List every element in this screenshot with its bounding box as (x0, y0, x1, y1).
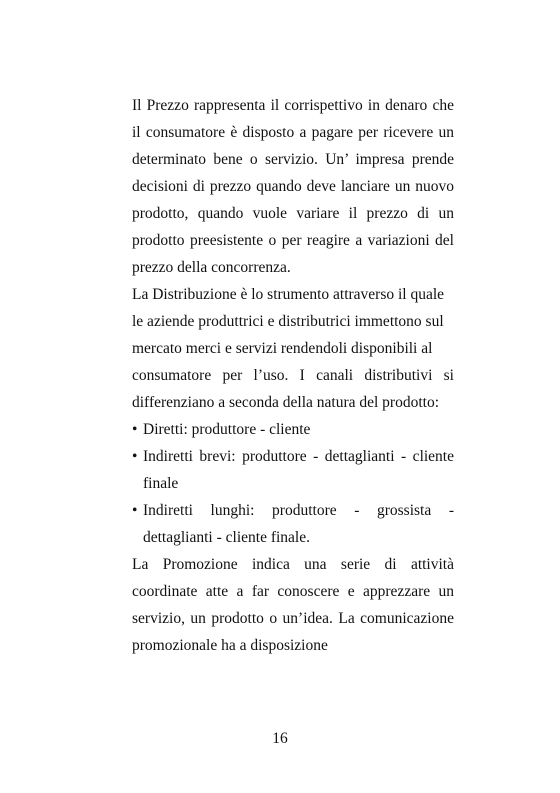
paragraph-promozione: La Promozione indica una serie di attività coordinate atte a far conoscere e apprezzare un servizio, un prodotto o un’idea. La comunicazione promozionale ha a disposizione (132, 556, 454, 654)
distribution-channels-list (132, 416, 454, 551)
page-number: 16 (272, 730, 288, 747)
paragraph-distribuzione-part1: La Distribuzione è lo strumento attraverso il quale le aziende produttrici e distributrici immettono sul mercato merci e servizi rendendoli disponibili al (132, 286, 445, 357)
paragraph-prezzo: Il Prezzo rappresenta il corrispettivo in denaro che il consumatore è disposto a pagare per ricevere un determinato bene o servizio. Un’ impresa prende decisioni di prezzo quando deve lanciare un nuovo prodotto, quando vuole variare il prezzo di un prodotto preesistente o per reagire a variazioni del prezzo della concorrenza. (132, 97, 454, 276)
list-item: • Diretti: produttore - cliente (132, 416, 454, 443)
list-item: • Indiretti brevi: produttore - dettaglianti - cliente finale (132, 443, 454, 497)
list-item: • Indiretti lunghi: produttore - grossista - dettaglianti - cliente finale. (132, 497, 454, 551)
body-text (132, 92, 454, 659)
paragraph-distribuzione-part2: consumatore per l’uso. I canali distributivi si differenziano a seconda della natura del prodotto: (132, 367, 454, 411)
